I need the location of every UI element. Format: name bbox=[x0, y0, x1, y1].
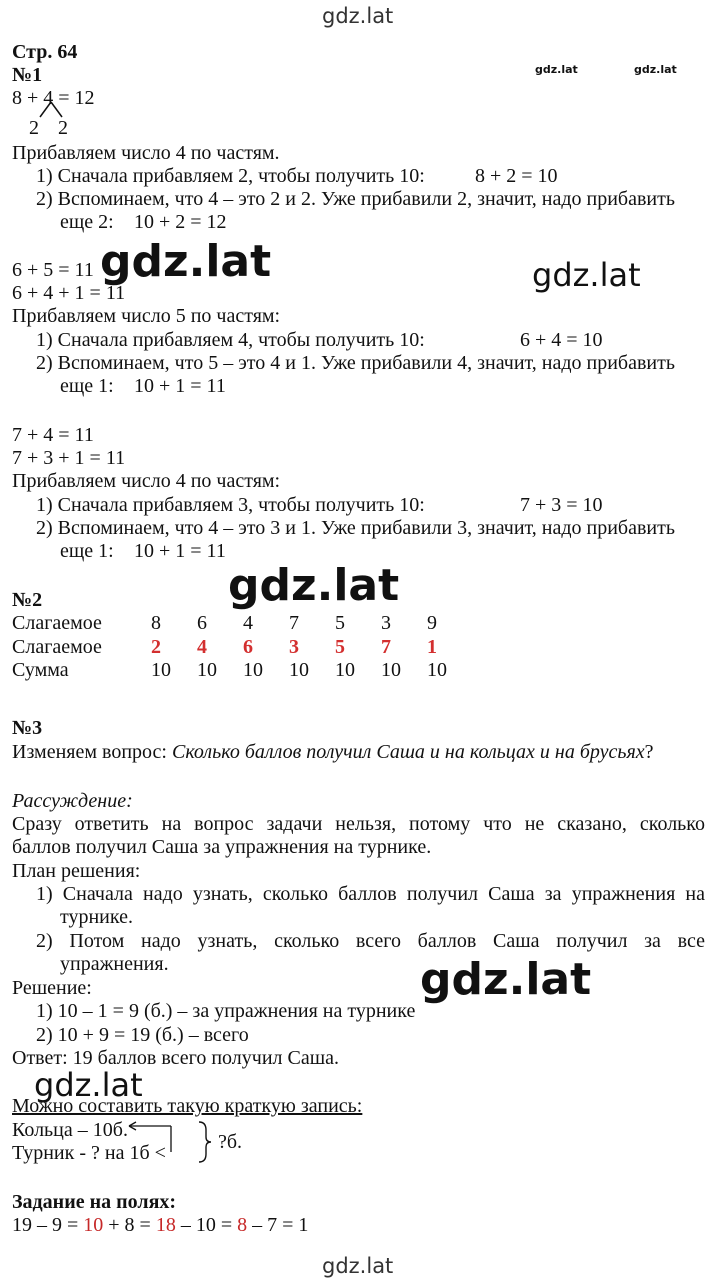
table-cell: 4 bbox=[243, 612, 253, 634]
task1-intro-1: Прибавляем число 4 по частям. bbox=[12, 142, 280, 164]
note-line-bar: Турник - ? на 1б < bbox=[12, 1142, 166, 1164]
watermark-mid-1: gdz.lat bbox=[532, 256, 641, 294]
reasoning-text: Сразу ответить на вопрос задачи нельзя, потому что не сказано, сколько bbox=[12, 813, 705, 835]
table-cell-answer: 5 bbox=[335, 636, 345, 658]
table-cell: 7 bbox=[289, 612, 299, 634]
table-cell-answer: 2 bbox=[151, 636, 161, 658]
task1-number: №1 bbox=[12, 64, 43, 86]
split-part-1: 2 bbox=[29, 117, 39, 139]
watermark-top: gdz.lat bbox=[322, 4, 394, 28]
chain-part: + 8 = bbox=[103, 1214, 156, 1236]
table-row-label: Сумма bbox=[12, 659, 69, 681]
task1-step-1-2-eq: 10 + 2 = 12 bbox=[134, 211, 227, 233]
solution-step-1: 1) 10 – 1 = 9 (б.) – за упражнения на турнике bbox=[36, 1000, 416, 1022]
chain-answer: 10 bbox=[83, 1214, 104, 1236]
chain-answer: 18 bbox=[155, 1214, 176, 1236]
task1-step-3-2-cont: еще 1: bbox=[60, 540, 114, 562]
answer-text: Ответ: 19 баллов всего получил Саша. bbox=[12, 1047, 340, 1069]
chain-part: – 10 = bbox=[175, 1214, 238, 1236]
task1-step-3-2: 2) Вспоминаем, что 4 – это 3 и 1. Уже прибавили 3, значит, надо прибавить bbox=[36, 517, 675, 539]
task1-intro-2: Прибавляем число 5 по частям: bbox=[12, 305, 281, 327]
task1-step-2-2: 2) Вспоминаем, что 5 – это 4 и 1. Уже прибавили 4, значит, надо прибавить bbox=[36, 352, 675, 374]
task1-step-1-2-cont: еще 2: bbox=[60, 211, 114, 233]
watermark-large-1: gdz.lat bbox=[100, 236, 272, 287]
task1-intro-3: Прибавляем число 4 по частям: bbox=[12, 470, 281, 492]
split-part-2: 2 bbox=[58, 117, 68, 139]
chain-part: 19 – 9 = bbox=[12, 1214, 84, 1236]
question-suffix: ? bbox=[644, 741, 654, 763]
plan-label: План решения: bbox=[12, 860, 141, 882]
note-question: ?б. bbox=[218, 1131, 243, 1153]
task3-question bbox=[12, 740, 654, 764]
table-cell: 10 bbox=[427, 659, 447, 681]
short-note-label: Можно составить такую краткую запись: bbox=[12, 1095, 363, 1117]
table-cell: 9 bbox=[427, 612, 437, 634]
task1-step-2-2-eq: 10 + 1 = 11 bbox=[134, 375, 226, 397]
task1-step-3-2-eq: 10 + 1 = 11 bbox=[134, 540, 226, 562]
table-cell: 10 bbox=[381, 659, 401, 681]
plan-step-1-cont: турнике. bbox=[60, 906, 133, 928]
table-cell-answer: 3 bbox=[289, 636, 299, 658]
table-cell: 3 bbox=[381, 612, 391, 634]
task1-equation-2a: 6 + 5 = 11 bbox=[12, 259, 94, 281]
table-cell: 10 bbox=[335, 659, 355, 681]
task1-equation-2b: 6 + 4 + 1 = 11 bbox=[12, 282, 126, 304]
task1-step-2-1-eq: 6 + 4 = 10 bbox=[520, 329, 603, 351]
note-line-rings: Кольца – 10б. bbox=[12, 1119, 128, 1141]
watermark-mid-2: gdz.lat bbox=[34, 1066, 143, 1104]
task1-step-3-1: 1) Сначала прибавляем 3, чтобы получить 10: bbox=[36, 494, 425, 516]
watermark-large-3: gdz.lat bbox=[420, 954, 592, 1005]
watermark-bottom: gdz.lat bbox=[322, 1254, 394, 1278]
watermark-small-2: gdz.lat bbox=[634, 63, 677, 76]
reasoning-label: Рассуждение: bbox=[12, 790, 133, 812]
plan-step-2-cont: упражнения. bbox=[60, 953, 169, 975]
table-cell: 8 bbox=[151, 612, 161, 634]
plan-step-1: 1) Сначала надо узнать, сколько баллов получил Саша за упражнения на bbox=[36, 883, 705, 905]
table-cell-answer: 7 bbox=[381, 636, 391, 658]
table-cell-answer: 1 bbox=[427, 636, 437, 658]
reasoning-text-2: баллов получил Саша за упражнения на турнике. bbox=[12, 836, 432, 858]
watermark-small-1: gdz.lat bbox=[535, 63, 578, 76]
margin-task-chain bbox=[12, 1213, 308, 1237]
solution-step-2: 2) 10 + 9 = 19 (б.) – всего bbox=[36, 1024, 249, 1046]
margin-task-label: Задание на полях: bbox=[12, 1191, 177, 1213]
task1-equation-3a: 7 + 4 = 11 bbox=[12, 424, 94, 446]
task1-step-2-1: 1) Сначала прибавляем 4, чтобы получить 10: bbox=[36, 329, 425, 351]
table-cell-answer: 6 bbox=[243, 636, 253, 658]
table-cell: 10 bbox=[289, 659, 309, 681]
table-cell: 5 bbox=[335, 612, 345, 634]
curly-brace-icon bbox=[196, 1120, 214, 1164]
task1-equation-1: 8 + 4 = 12 bbox=[12, 87, 95, 109]
question-italic: Сколько баллов получил Саша и на кольцах и на брусьях bbox=[171, 741, 645, 763]
task2-number: №2 bbox=[12, 589, 43, 611]
chain-part: – 7 = 1 bbox=[247, 1214, 309, 1236]
task1-step-2-2-cont: еще 1: bbox=[60, 375, 114, 397]
task1-step-3-1-eq: 7 + 3 = 10 bbox=[520, 494, 603, 516]
table-row-label: Слагаемое bbox=[12, 636, 102, 658]
solution-label: Решение: bbox=[12, 977, 92, 999]
table-cell: 10 bbox=[197, 659, 217, 681]
task3-number: №3 bbox=[12, 717, 43, 739]
table-cell-answer: 4 bbox=[197, 636, 207, 658]
table-cell: 10 bbox=[243, 659, 263, 681]
task1-step-1-2: 2) Вспоминаем, что 4 – это 2 и 2. Уже прибавили 2, значит, надо прибавить bbox=[36, 188, 675, 210]
chain-answer: 8 bbox=[237, 1214, 248, 1236]
page-title: Стр. 64 bbox=[12, 41, 78, 63]
split-lines-icon bbox=[36, 100, 76, 120]
task1-step-1-1: 1) Сначала прибавляем 2, чтобы получить 10: bbox=[36, 165, 425, 187]
table-cell: 10 bbox=[151, 659, 171, 681]
table-cell: 6 bbox=[197, 612, 207, 634]
question-prefix: Изменяем вопрос: bbox=[12, 741, 172, 763]
table-row-label: Слагаемое bbox=[12, 612, 102, 634]
task1-step-1-1-eq: 8 + 2 = 10 bbox=[475, 165, 558, 187]
task1-equation-3b: 7 + 3 + 1 = 11 bbox=[12, 447, 126, 469]
plan-step-2: 2) Потом надо узнать, сколько всего баллов Саша получил за все bbox=[36, 930, 705, 952]
watermark-large-2: gdz.lat bbox=[228, 560, 400, 611]
